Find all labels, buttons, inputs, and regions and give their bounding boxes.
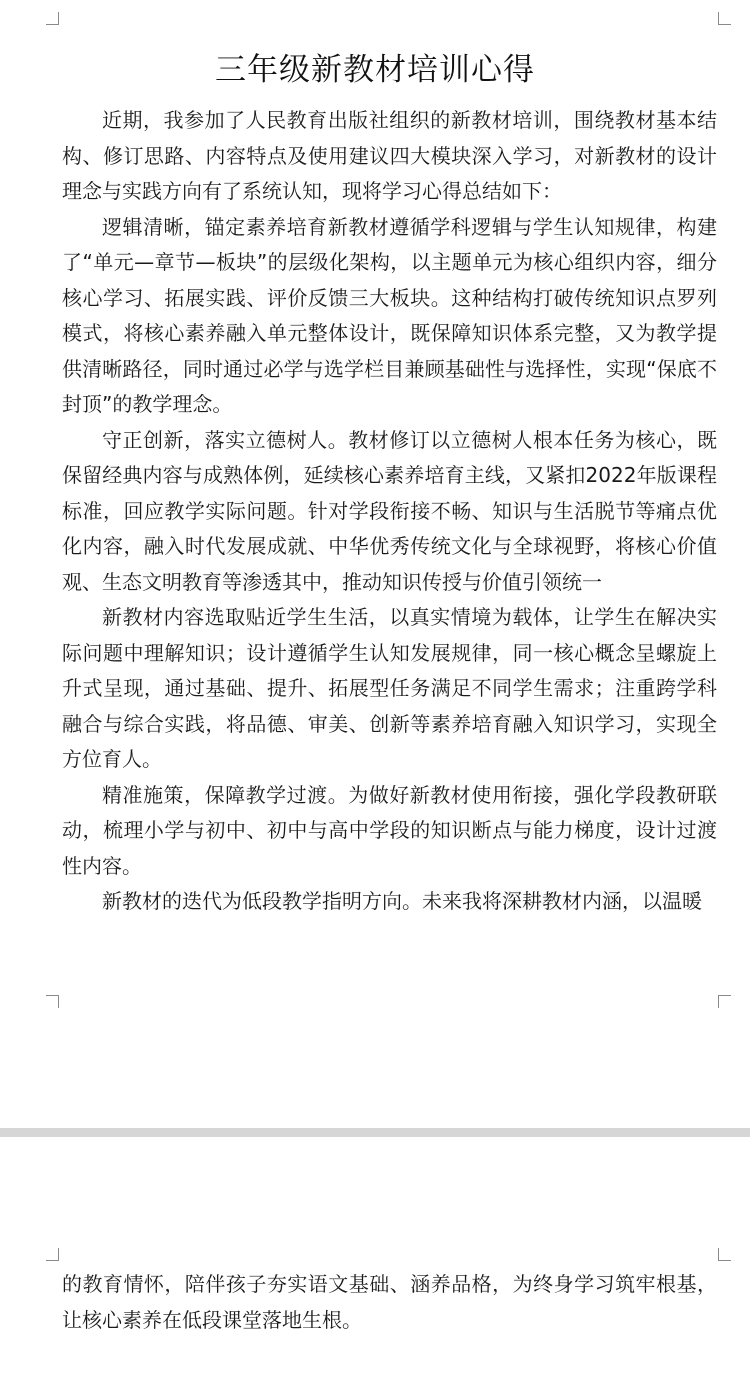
document-title: 三年级新教材培训心得 [215,52,535,88]
paragraph-continuation: 的教育情怀，陪伴孩子夯实语文基础、涵养品格，为终身学习筑牢根基，让核心素养在低段课堂落地生根。 [62,1272,717,1332]
margin-corner-mark [46,12,59,25]
margin-corner-mark [46,995,59,1008]
paragraph: 近期，我参加了人民教育出版社组织的新教材培训，围绕教材基本结构、修订思路、内容特点及使用建议四大模块深入学习，对新教材的设计理念与实践方向有了系统认知，现将学习心得总结如下： [62,108,717,203]
margin-corner-mark [718,995,731,1008]
document-body [62,103,717,920]
margin-corner-mark [718,12,731,25]
document-page-2 [0,1137,750,1375]
paragraph: 新教材的迭代为低段教学指明方向。未来我将深耕教材内涵，以温暖 [102,889,702,913]
page-separator [0,1128,750,1137]
paragraph: 逻辑清晰，锚定素养培育新教材遵循学科逻辑与学生认知规律，构建了“单元—章节—板块”的层级化架构，以主题单元为核心组织内容，细分核心学习、拓展实践、评价反馈三大板块。这种结构打破传统知识点罗列模式，将核心素养融入单元整体设计，既保障知识体系完整，又为教学提供清晰路径，同时通过必学与选学栏目兼顾基础性与选择性，实现“保底不封顶”的教学理念。 [62,214,717,416]
document-body-continued [62,1267,717,1338]
paragraph: 新教材内容选取贴近学生生活，以真实情境为载体，让学生在解决实际问题中理解知识；设计遵循学生认知发展规律，同一核心概念呈螺旋上升式呈现，通过基础、提升、拓展型任务满足不同学生需求；注重跨学科融合与综合实践，将品德、审美、创新等素养培育融入知识学习，实现全方位育人。 [62,605,717,771]
margin-corner-mark [718,1248,731,1261]
paragraph: 守正创新，落实立德树人。教材修订以立德树人根本任务为核心，既保留经典内容与成熟体例，延续核心素养培育主线，又紧扣2022年版课程标准，回应教学实际问题。针对学段衔接不畅、知识与生活脱节等痛点优化内容，融入时代发展成就、中华优秀传统文化与全球视野，将核心价值观、生态文明教育等渗透其中，推动知识传授与价值引领统一 [62,427,717,594]
paragraph: 精准施策，保障教学过渡。为做好新教材使用衔接，强化学段教研联动，梳理小学与初中、初中与高中学段的知识断点与能力梯度，设计过渡性内容。 [62,782,717,878]
margin-corner-mark [46,1248,59,1261]
